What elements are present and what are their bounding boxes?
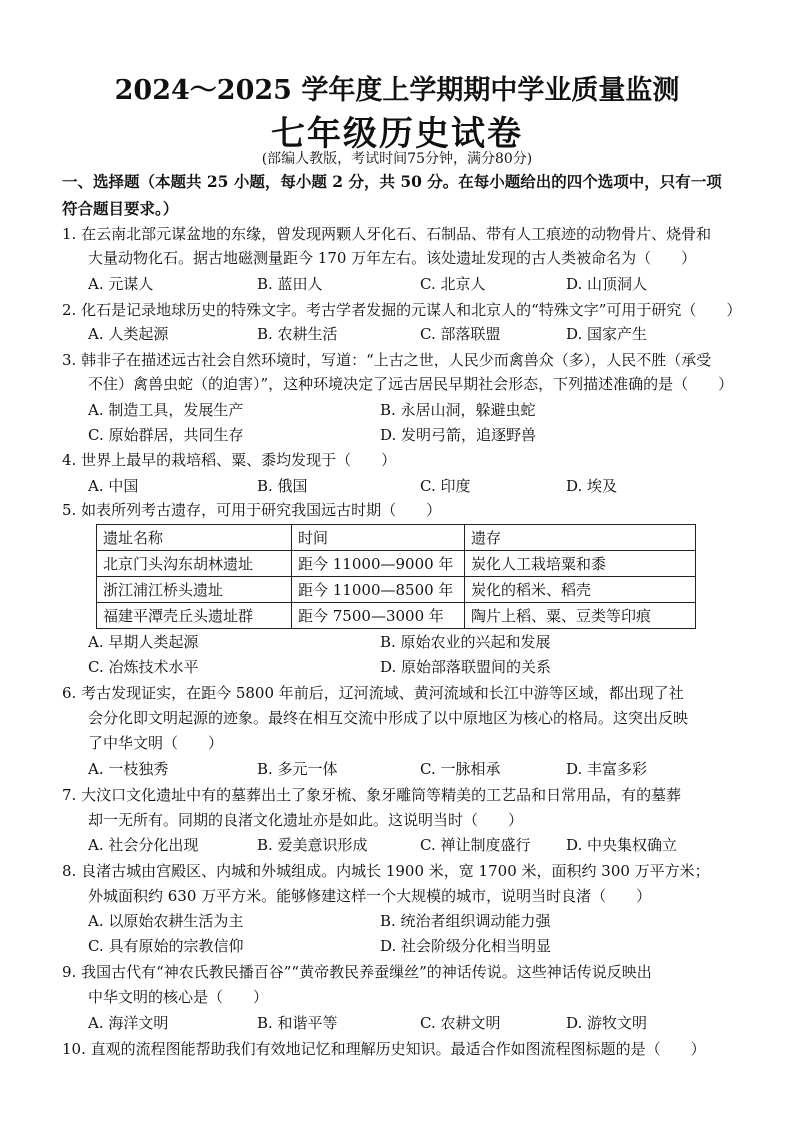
question-6-line-2: 会分化即文明起源的迹象。最终在相互交流中形成了以中原地区为核心的格局。这突出反映: [88, 709, 689, 727]
q6-option-b[interactable]: B. 多元一体: [257, 760, 338, 778]
q7-option-c[interactable]: C. 禅让制度盛行: [420, 836, 531, 854]
q2-option-b[interactable]: B. 农耕生活: [257, 325, 338, 343]
q1-option-b[interactable]: B. 蓝田人: [257, 275, 323, 293]
table-cell: 距今 11000—8500 年: [292, 577, 465, 603]
q9-option-a[interactable]: A. 海洋文明: [88, 1014, 169, 1032]
q2-option-d[interactable]: D. 国家产生: [566, 325, 648, 343]
q8-option-d[interactable]: D. 社会阶级分化相当明显: [380, 937, 552, 955]
question-7-line-2: 却一无所有。同期的良渚文化遗址亦是如此。这说明当时（ ）: [88, 811, 524, 829]
question-6-line-3: 了中华文明（ ）: [88, 734, 224, 752]
table-cell: 福建平潭壳丘头遗址群: [97, 603, 292, 629]
q4-option-c[interactable]: C. 印度: [420, 477, 471, 495]
question-9-line-2: 中华文明的核心是（ ）: [88, 988, 269, 1006]
q3-option-b[interactable]: B. 永居山洞，躲避虫蛇: [380, 401, 536, 419]
q9-option-b[interactable]: B. 和谐平等: [257, 1014, 338, 1032]
table-cell: 距今 11000—9000 年: [292, 551, 465, 577]
question-3-line-2: 不住）禽兽虫蛇（的迫害）”，这种环境决定了远古居民早期社会形态，下列描述准确的是（ ）: [88, 375, 734, 393]
exam-subtitle: (部编人教版，考试时间75分钟，满分80分): [261, 151, 533, 167]
question-5-line-1: 5. 如表所列考古遗存，可用于研究我国远古时期（ ）: [62, 501, 442, 519]
q2-option-a[interactable]: A. 人类起源: [88, 325, 169, 343]
question-6-line-1: 6. 考古发现证实，在距今 5800 年前后，辽河流域、黄河流域和长江中游等区域，都出现了社: [62, 684, 684, 702]
question-4-line-1: 4. 世界上最早的栽培稻、粟、黍均发现于（ ）: [62, 451, 397, 469]
q8-option-a[interactable]: A. 以原始农耕生活为主: [88, 912, 244, 930]
table-row: [97, 603, 696, 629]
table-cell: 北京门头沟东胡林遗址: [97, 551, 292, 577]
q7-option-a[interactable]: A. 社会分化出现: [88, 836, 199, 854]
section-heading: 一、选择题（本题共 25 小题，每小题 2 分，共 50 分。在每小题给出的四个选项中，只有一项: [62, 172, 722, 191]
q7-option-b[interactable]: B. 爱美意识形成: [257, 836, 368, 854]
q5-option-d[interactable]: D. 原始部落联盟间的关系: [380, 658, 552, 676]
question-10-line-1: 10. 直观的流程图能帮助我们有效地记忆和理解历史知识。最适合作如图流程图标题的是（ ）: [62, 1040, 706, 1058]
q1-option-d[interactable]: D. 山顶洞人: [566, 275, 648, 293]
q5-option-b[interactable]: B. 原始农业的兴起和发展: [380, 633, 551, 651]
question-8-line-2: 外城面积约 630 万平方米。能够修建这样一个大规模的城市，说明当时良渚（ ）: [88, 887, 652, 905]
question-9-line-1: 9. 我国古代有“神农氏教民播百谷”“黄帝教民养蚕缫丝”的神话传说。这些神话传说反映出: [62, 963, 652, 981]
table-header-cell: 时间: [292, 525, 465, 551]
q8-option-c[interactable]: C. 具有原始的宗教信仰: [88, 937, 244, 955]
q6-option-c[interactable]: C. 一脉相承: [420, 760, 501, 778]
table-cell: 浙江浦江桥头遗址: [97, 577, 292, 603]
exam-title-line2: 七年级历史试卷: [271, 114, 523, 154]
q3-option-a[interactable]: A. 制造工具，发展生产: [88, 401, 244, 419]
question-7-line-1: 7. 大汶口文化遗址中有的墓葬出土了象牙梳、象牙雕筒等精美的工艺品和日常用品，有的墓葬: [62, 786, 682, 804]
section-heading-cont: 符合题目要求。）: [62, 199, 179, 218]
table-header-row: [97, 525, 696, 551]
table-cell: 炭化人工栽培粟和黍: [465, 551, 696, 577]
q5-option-a[interactable]: A. 早期人类起源: [88, 633, 199, 651]
q1-option-c[interactable]: C. 北京人: [420, 275, 486, 293]
q5-option-c[interactable]: C. 冶炼技术水平: [88, 658, 199, 676]
q3-option-d[interactable]: D. 发明弓箭，追逐野兽: [380, 426, 537, 444]
table-header-cell: 遗址名称: [97, 525, 292, 551]
question-8-line-1: 8. 良渚古城由宫殿区、内城和外城组成。内城长 1900 米，宽 1700 米，面积约 300 万平方米；: [62, 862, 710, 880]
table-cell: 陶片上稻、粟、豆类等印痕: [465, 603, 696, 629]
question-3-line-1: 3. 韩非子在描述远古社会自然环境时，写道：“上古之世，人民少而禽兽众（多），人民不胜（承受: [62, 351, 712, 369]
question-1-line-2: 大量动物化石。据古地磁测量距今 170 万年左右。该处遗址发现的古人类被命名为（ ）: [88, 249, 697, 267]
q2-option-c[interactable]: C. 部落联盟: [420, 325, 501, 343]
table-row: [97, 551, 696, 577]
q1-option-a[interactable]: A. 元谋人: [88, 275, 154, 293]
q8-option-b[interactable]: B. 统治者组织调动能力强: [380, 912, 551, 930]
q7-option-d[interactable]: D. 中央集权确立: [566, 836, 678, 854]
archaeology-table: [96, 524, 696, 629]
question-2-line-1: 2. 化石是记录地球历史的特殊文字。考古学者发掘的元谋人和北京人的“特殊文字”可用于研究（ ）: [62, 301, 742, 319]
q4-option-d[interactable]: D. 埃及: [566, 477, 618, 495]
table-row: [97, 577, 696, 603]
q3-option-c[interactable]: C. 原始群居，共同生存: [88, 426, 244, 444]
q6-option-d[interactable]: D. 丰富多彩: [566, 760, 648, 778]
q6-option-a[interactable]: A. 一枝独秀: [88, 760, 169, 778]
exam-title-line1: 2024～2025 学年度上学期期中学业质量监测: [114, 75, 680, 106]
table-cell: 距今 7500—3000 年: [292, 603, 465, 629]
q4-option-b[interactable]: B. 俄国: [257, 477, 308, 495]
q9-option-d[interactable]: D. 游牧文明: [566, 1014, 648, 1032]
table-cell: 炭化的稻米、稻壳: [465, 577, 696, 603]
table-header-cell: 遗存: [465, 525, 696, 551]
q4-option-a[interactable]: A. 中国: [88, 477, 139, 495]
question-1-line-1: 1. 在云南北部元谋盆地的东缘，曾发现两颗人牙化石、石制品、带有人工痕迹的动物骨片、烧骨和: [62, 225, 712, 243]
q9-option-c[interactable]: C. 农耕文明: [420, 1014, 501, 1032]
